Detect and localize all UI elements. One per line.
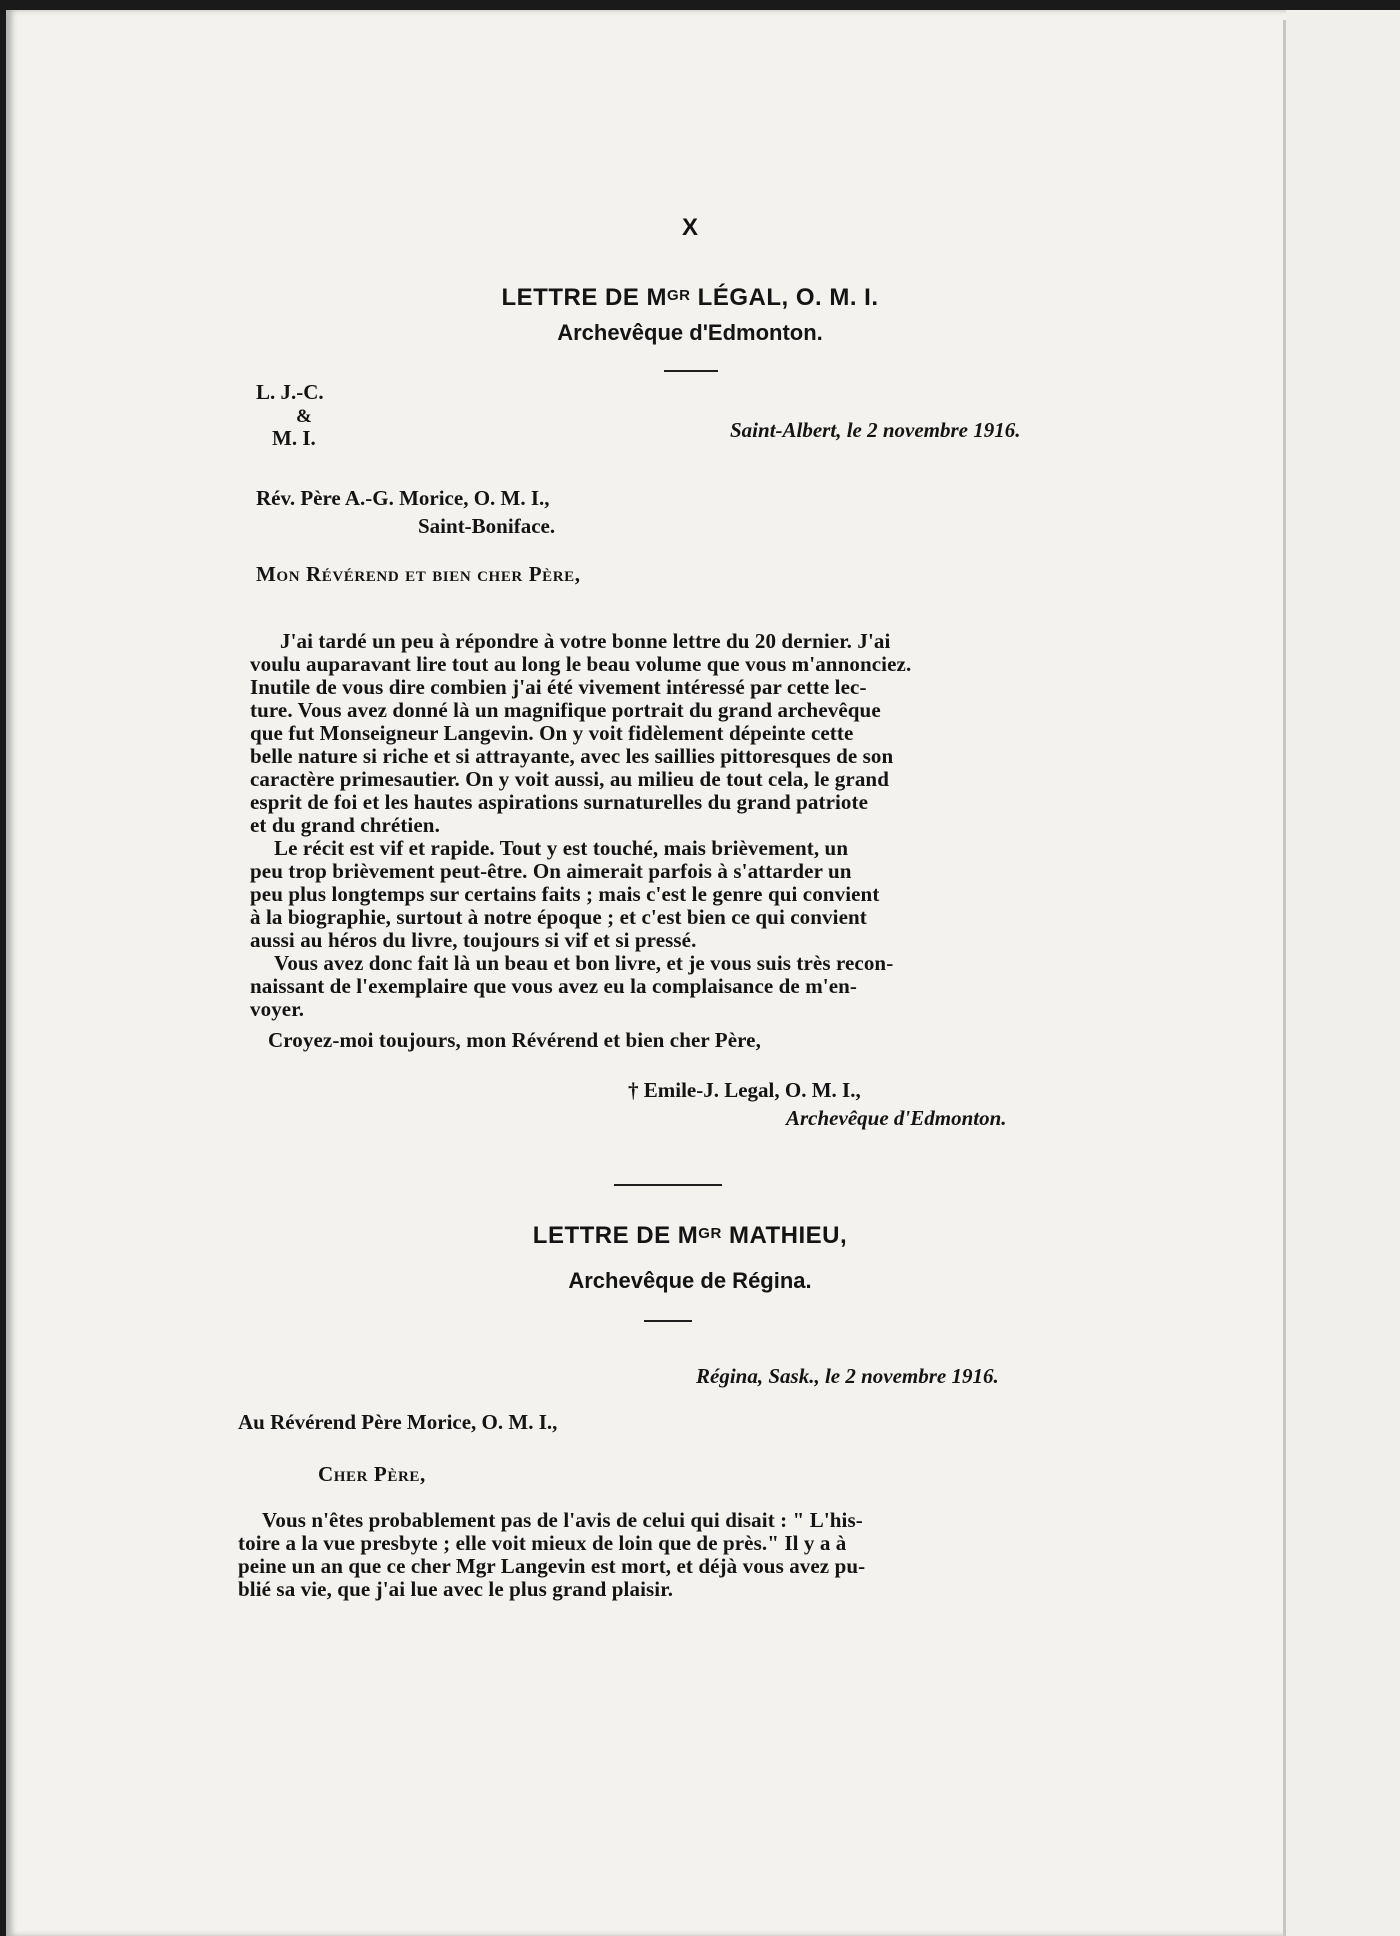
body-line: aussi au héros du livre, toujours si vif et si pressé. <box>250 928 697 952</box>
body-line: Vous avez donc fait là un beau et bon livre, et je vous suis très recon- <box>274 951 894 975</box>
letter1-heading: LETTRE DE $M^{GR}$ LÉGAL, O. M. I. <box>501 284 879 311</box>
body-line: ture. Vous avez donné là un magnifique portrait du grand archevêque <box>250 698 881 722</box>
motto-line-3: M. I. <box>272 426 316 450</box>
motto-line-1: L. J.-C. <box>256 380 324 404</box>
letter1-subheading: Archevêque d'Edmonton. <box>557 320 823 345</box>
body-line: voulu auparavant lire tout au long le beau volume que vous m'annonciez. <box>250 652 912 676</box>
letter2-subheading: Archevêque de Régina. <box>568 1268 812 1293</box>
letter2-rule <box>644 1320 692 1322</box>
body-line: belle nature si riche et si attrayante, avec les saillies pittoresques de son <box>250 744 894 768</box>
body-line: Inutile de vous dire combien j'ai été vivement intéressé par cette lec- <box>250 675 867 699</box>
letter2-salutation: Cher Père, <box>318 1462 426 1486</box>
body-line: que fut Monseigneur Langevin. On y voit fidèlement dépeinte cette <box>250 721 854 745</box>
body-line: esprit de foi et les hautes aspirations surnaturelles du grand patriote <box>250 790 869 814</box>
body-line: et du grand chrétien. <box>250 813 440 837</box>
body-line: toire a la vue presbyte ; elle voit mieux de loin que de près." Il y a à <box>238 1531 847 1555</box>
body-line: blié sa vie, que j'ai lue avec le plus grand plaisir. <box>238 1577 674 1601</box>
body-line: caractère primesautier. On y voit aussi, au milieu de tout cela, le grand <box>250 767 889 791</box>
letter1-signature-title: Archevêque d'Edmonton. <box>786 1106 1007 1130</box>
letter2-place-date: Régina, Sask., le 2 novembre 1916. <box>696 1364 999 1388</box>
body-line: Le récit est vif et rapide. Tout y est touché, mais brièvement, un <box>274 836 849 860</box>
motto-line-2: & <box>296 406 312 427</box>
body-line: peu plus longtemps sur certains faits ; mais c'est le genre qui convient <box>250 882 880 906</box>
letter2-recipient: Au Révérend Père Morice, O. M. I., <box>238 1410 558 1434</box>
letter1-salutation: Mon Révérend et bien cher Père, <box>256 562 581 586</box>
section-numeral: X <box>681 214 698 241</box>
body-line: peine un an que ce cher Mgr Langevin est mort, et déjà vous avez pu- <box>238 1554 866 1578</box>
body-line: peu trop brièvement peut-être. On aimerait parfois à s'attarder un <box>250 859 852 883</box>
body-line: naissant de l'exemplaire que vous avez eu la complaisance de m'en- <box>250 974 858 998</box>
letter1-recipient-line-1: Rév. Père A.-G. Morice, O. M. I., <box>256 486 550 510</box>
letter1-place-date: Saint-Albert, le 2 novembre 1916. <box>730 418 1021 442</box>
body-line: J'ai tardé un peu à répondre à votre bonne lettre du 20 dernier. J'ai <box>280 629 891 653</box>
letter1-signature: † Emile-J. Legal, O. M. I., <box>628 1078 861 1102</box>
letter1-recipient-line-2: Saint-Boniface. <box>418 514 556 538</box>
body-line: à la biographie, surtout à notre époque ; et c'est bien ce qui convient <box>250 905 867 929</box>
body-line: Vous n'êtes probablement pas de l'avis de celui qui disait : " L'his- <box>262 1508 863 1532</box>
body-line: Croyez-moi toujours, mon Révérend et bien cher Père, <box>268 1028 761 1052</box>
section-divider <box>614 1184 722 1186</box>
body-line: voyer. <box>250 997 305 1021</box>
letter1-rule <box>664 370 718 372</box>
letter2-heading: LETTRE DE $M^{GR}$ MATHIEU, <box>532 1222 848 1249</box>
